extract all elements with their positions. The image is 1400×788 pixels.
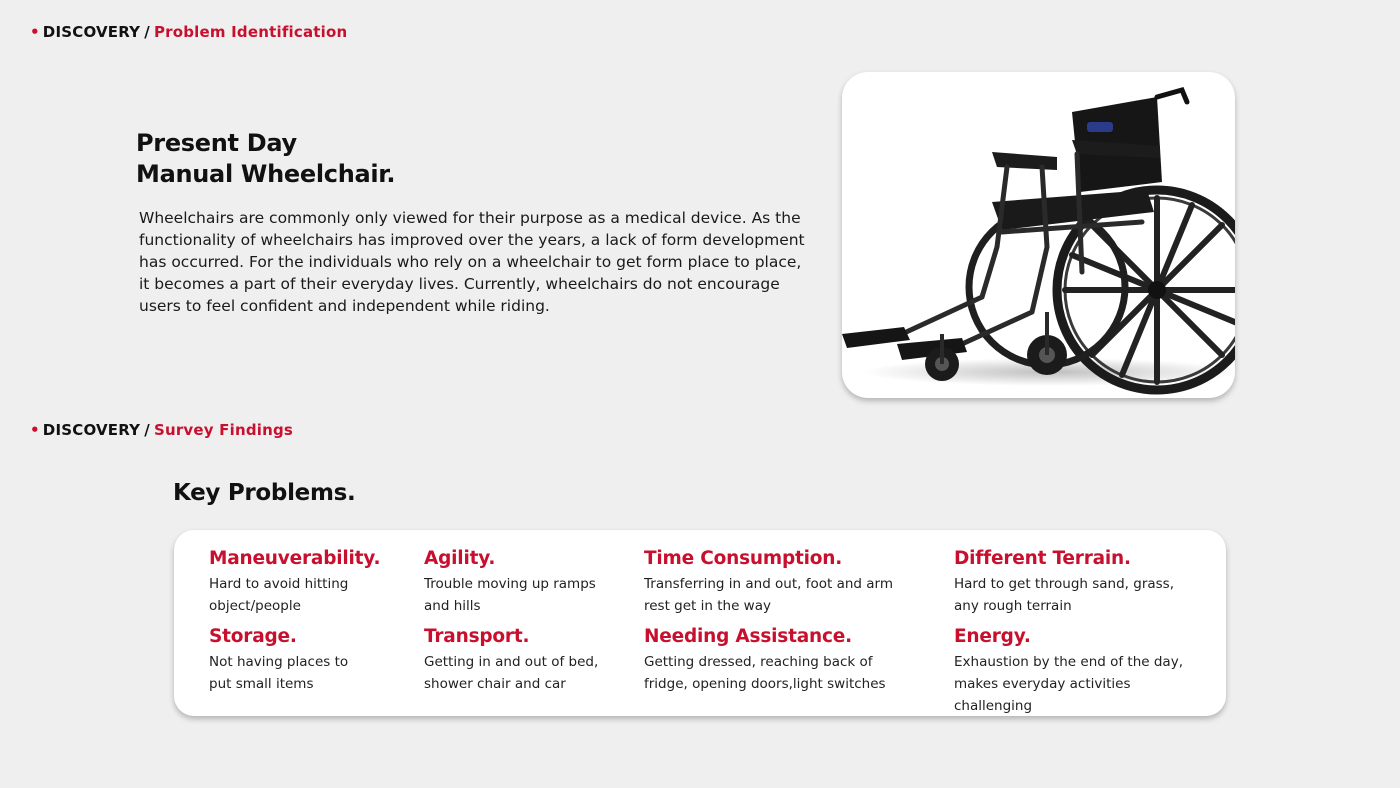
- problem-title: Needing Assistance.: [644, 626, 852, 647]
- problem-description: Hard to avoid hitting object/people: [209, 576, 349, 614]
- breadcrumb-sublabel: Problem Identification: [153, 23, 348, 41]
- breadcrumb-label: DISCOVERY: [42, 421, 141, 439]
- problem-description: Getting in and out of bed, shower chair and car: [424, 654, 599, 692]
- hero-title-line2: Manual Wheelchair.: [136, 160, 396, 188]
- problem-description: Exhaustion by the end of the day, makes everyday activities challenging: [954, 654, 1183, 714]
- problem-title: Time Consumption.: [644, 548, 843, 569]
- breadcrumb-survey-findings: [30, 421, 293, 439]
- problem-title: Agility.: [424, 548, 496, 569]
- breadcrumb-separator: /: [144, 23, 150, 41]
- hero-description: Wheelchairs are commonly only viewed for their purpose as a medical device. As the functionality of wheelchairs has improved over the years, a lack of form development has occurred. For the individuals who rely on a wheelchair to get form place to place, it becomes a part of their everyday lives. Currently, wheelchairs do not encourage users to feel confident and independent while riding.: [139, 209, 805, 315]
- problem-description: Not having places to put small items: [209, 654, 349, 692]
- key-problems-card: [174, 530, 1226, 716]
- breadcrumb-sublabel: Survey Findings: [153, 421, 294, 439]
- problem-item: [954, 547, 1214, 617]
- problem-item: [954, 625, 1214, 717]
- problem-description: Getting dressed, reaching back of fridge, opening doors,light switches: [644, 654, 886, 692]
- problem-item: [644, 547, 904, 617]
- hero-title: [136, 128, 395, 190]
- problem-title: Maneuverability.: [209, 548, 381, 569]
- hero-title-line1: Present Day: [136, 129, 297, 157]
- problem-title: Different Terrain.: [954, 548, 1131, 569]
- problem-description: Hard to get through sand, grass, any rough terrain: [954, 576, 1175, 614]
- problem-item: [644, 625, 904, 695]
- bullet-icon: •: [30, 421, 40, 439]
- key-problems-title: Key Problems.: [173, 480, 356, 506]
- problem-title: Transport.: [424, 626, 530, 647]
- problem-title: Energy.: [954, 626, 1031, 647]
- breadcrumb-separator: /: [144, 421, 150, 439]
- bullet-icon: •: [30, 23, 40, 41]
- breadcrumb-label: DISCOVERY: [42, 23, 141, 41]
- breadcrumb-problem-identification: [30, 23, 347, 41]
- problem-description: Transferring in and out, foot and arm rest get in the way: [644, 576, 894, 614]
- wheelchair-image: [842, 72, 1235, 398]
- wheelchair-photo-card: [842, 72, 1235, 398]
- problem-title: Storage.: [209, 626, 297, 647]
- problem-description: Trouble moving up ramps and hills: [424, 576, 596, 614]
